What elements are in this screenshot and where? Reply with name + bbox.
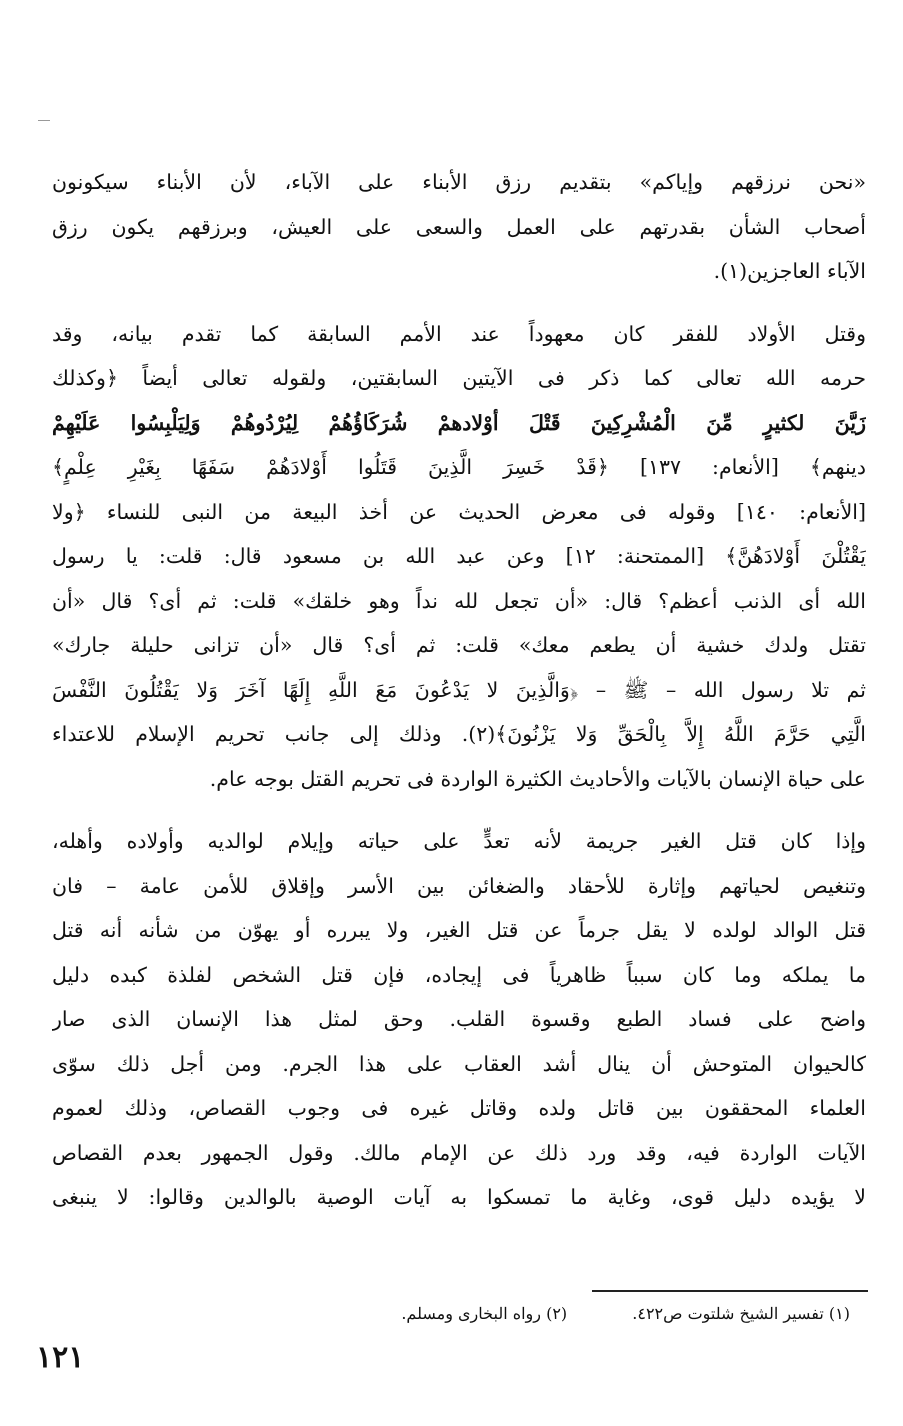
text-line: على حياة الإنسان بالآيات والأحاديث الكثيرة الواردة فى تحريم القتل بوجه عام. xyxy=(209,766,866,791)
text-line: حرمه الله تعالى كما ذكر فى الآيتين السابقتين، ولقوله تعالى أيضاً ﴿وكذلك xyxy=(52,366,866,390)
footnotes xyxy=(150,1300,850,1328)
text-line: [الأنعام: ١٤٠] وقوله فى معرض الحديث عن أخذ البيعة من النبى للنساء ﴿ولا xyxy=(52,499,866,524)
quran-verse-line: زَيَّنَ لكثيرٍ مِّنَ الْمُشْرِكِينَ قَتْلَ أوْلادهمْ شُرَكَاؤُهُمْ لِيُرْدُوهُمْ وَلِيَلْبِسُوا عَلَيْهِمْ xyxy=(52,410,866,435)
text-line: يَقْتُلْنَ أَوْلادَهُنَّ﴾ [الممتحنة: ١٢] وعن عبد الله بن مسعود قال: قلت: يا رسول xyxy=(52,544,866,568)
text-line: ثم تلا رسول الله – ﷺ – ﴿وَالَّذِينَ لا يَدْعُونَ مَعَ اللَّهِ إِلَهًا آخَرَ وَلا يَقْتُلُونَ النَّفْسَ xyxy=(52,677,866,702)
text-line: الآيات الواردة فيه، وقد ورد ذلك عن الإمام مالك. وقول الجمهور بعدم القصاص xyxy=(52,1140,866,1165)
text-line: الله أى الذنب أعظم؟ قال: «أن تجعل لله نداً وهو خلقك» قلت: ثم أى؟ قال «أن xyxy=(52,588,866,613)
text-line: لا يؤيده دليل قوى، وغاية ما تمسكوا به آيات الوصية بالوالدين وقالوا: لا ينبغى xyxy=(52,1185,866,1209)
text-line: ما يملكه وما كان سبباً ظاهرياً فى إيجاده، فإن قتل الشخص لفلذة كبده دليل xyxy=(52,962,866,987)
text-line: أصحاب الشأن بقدرتهم على العمل والسعى على العيش، وبرزقهم يكون رزق xyxy=(52,214,866,239)
scan-mark xyxy=(38,120,50,121)
footnote-1: (١) تفسير الشيخ شلتوت ص٤٢٢. xyxy=(632,1304,850,1323)
text-line: الآباء العاجزين(١). xyxy=(713,259,866,283)
body-text xyxy=(52,160,866,1220)
text-line: «نحن نرزقهم وإياكم» بتقديم رزق الأبناء على الآباء، لأن الأبناء سيكونون xyxy=(52,170,866,194)
footnote-separator xyxy=(592,1290,868,1292)
text-line: وإذا كان قتل الغير جريمة لأنه تعدٍّ على حياته وإيلام لوالديه وأولاده وأهله، xyxy=(52,829,866,853)
text-line: العلماء المحققون بين قاتل ولده وقاتل غيره فى وجوب القصاص، وذلك لعموم xyxy=(52,1096,866,1120)
text-line: وقتل الأولاد للفقر كان معهوداً عند الأمم السابقة كما تقدم بيانه، وقد xyxy=(52,321,866,346)
text-line: وتنغيص لحياتهم وإثارة للأحقاد والضغائن بين الأسر وإقلاق للأمن عامة – فان xyxy=(52,873,866,898)
text-line: الَّتِي حَرَّمَ اللَّهُ إِلاَّ بِالْحَقِّ وَلا يَزْنُونَ﴾(٢). وذلك إلى جانب تحريم الإسلام للاعتداء xyxy=(52,722,866,746)
text-line: قتل الوالد لولده لا يقل جرماً عن قتل الغير، ولا يبرره أو يهوّن من شأنه أنه قتل xyxy=(52,918,866,942)
text-line: واضح على فساد الطبع وقسوة القلب. وحق لمثل هذا الإنسان الذى صار xyxy=(52,1007,866,1031)
text-line: تقتل ولدك خشية أن يطعم معك» قلت: ثم أى؟ قال «أن تزانى حليلة جارك» xyxy=(52,633,866,657)
page-number: ١٢١ xyxy=(36,1340,85,1375)
text-line: كالحيوان المتوحش أن ينال أشد العقاب على هذا الجرم. ومن أجل ذلك سوّى xyxy=(52,1051,866,1076)
footnote-2: (٢) رواه البخارى ومسلم. xyxy=(401,1304,568,1323)
text-line: دينهم﴾ [الأنعام: ١٣٧] ﴿قَدْ خَسِرَ الَّذِينَ قَتَلُوا أَوْلادَهُمْ سَفَهًا بِغَيْرِ عِلْمٍ﴾ xyxy=(52,455,866,479)
